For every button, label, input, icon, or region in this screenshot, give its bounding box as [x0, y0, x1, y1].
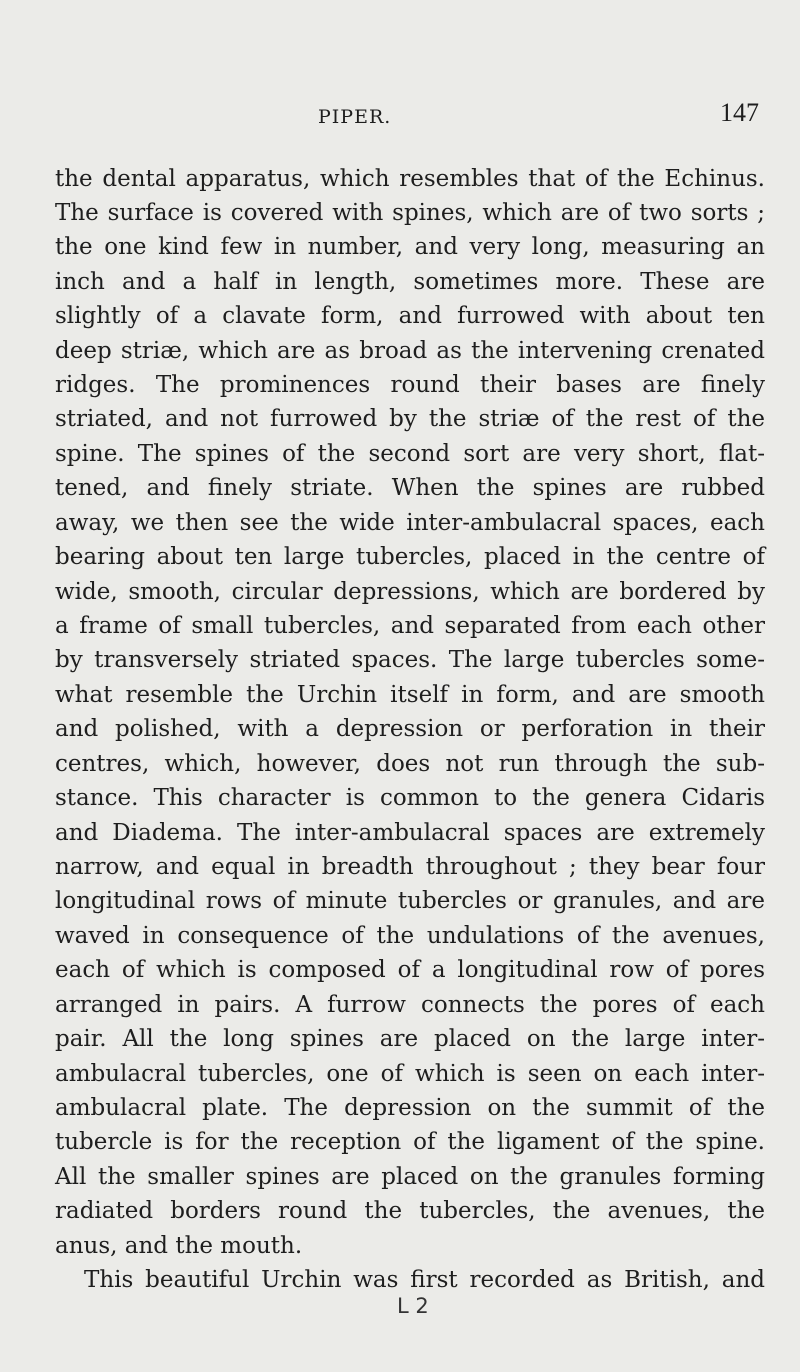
text-line: waved in consequence of the undulations of the avenues,	[55, 923, 765, 949]
text-line: wide, smooth, circular depressions, which are bordered by	[55, 579, 765, 605]
running-head: PIPER.	[318, 106, 392, 128]
text-line: narrow, and equal in breadth throughout ; they bear four	[55, 854, 765, 880]
text-line: pair. All the long spines are placed on the large inter-	[55, 1026, 765, 1052]
text-line: spine. The spines of the second sort are very short, flat-	[55, 441, 765, 467]
text-line: the one kind few in number, and very long, measuring an	[55, 234, 765, 260]
text-line: and polished, with a depression or perforation in their	[55, 716, 765, 742]
text-line: each of which is composed of a longitudinal row of pores	[55, 957, 765, 983]
text-line: arranged in pairs. A furrow connects the pores of each	[55, 992, 765, 1018]
text-line: tubercle is for the reception of the ligament of the spine.	[55, 1129, 765, 1155]
text-line: anus, and the mouth.	[55, 1233, 303, 1259]
text-line: away, we then see the wide inter-ambulacral spaces, each	[55, 510, 765, 536]
text-line: striated, and not furrowed by the striæ of the rest of the	[55, 406, 765, 432]
text-line: tened, and finely striate. When the spines are rubbed	[55, 475, 765, 501]
text-line: a frame of small tubercles, and separated from each other	[55, 613, 765, 639]
text-line: the dental apparatus, which resembles that of the Echinus.	[55, 166, 765, 192]
text-line: ridges. The prominences round their bases are finely	[55, 372, 765, 398]
text-line: by transversely striated spaces. The large tubercles some-	[55, 647, 765, 673]
page-header	[0, 100, 800, 140]
text-line: All the smaller spines are placed on the granules forming	[55, 1164, 765, 1190]
text-line: and Diadema. The inter-ambulacral spaces are extremely	[55, 820, 765, 846]
text-line: stance. This character is common to the genera Cidaris	[55, 785, 765, 811]
text-line: deep striæ, which are as broad as the intervening crenated	[55, 338, 765, 364]
text-line: what resemble the Urchin itself in form, and are smooth	[55, 682, 765, 708]
text-line: ambulacral tubercles, one of which is seen on each inter-	[55, 1061, 765, 1087]
text-line: slightly of a clavate form, and furrowed with about ten	[55, 303, 765, 329]
text-line: ambulacral plate. The depression on the summit of the	[55, 1095, 765, 1121]
page-number: 147	[720, 98, 759, 127]
text-line: centres, which, however, does not run through the sub-	[55, 751, 765, 777]
text-line: This beautiful Urchin was first recorded as British, and	[84, 1267, 765, 1293]
text-line: radiated borders round the tubercles, the avenues, the	[55, 1198, 765, 1224]
text-line: The surface is covered with spines, which are of two sorts ;	[55, 200, 765, 226]
text-line: inch and a half in length, sometimes more. These are	[55, 269, 765, 295]
signature-mark: L 2	[397, 1294, 429, 1318]
text-line: longitudinal rows of minute tubercles or granules, and are	[55, 888, 765, 914]
text-line: bearing about ten large tubercles, placed in the centre of	[55, 544, 765, 570]
